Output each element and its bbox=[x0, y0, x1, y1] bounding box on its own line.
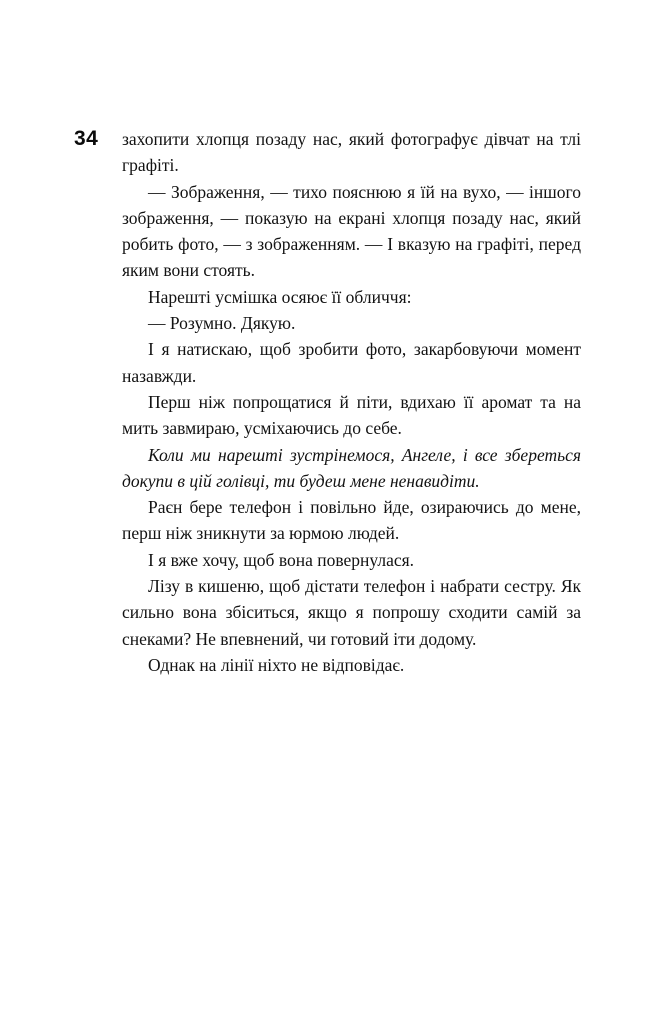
paragraph: захопити хлопця позаду нас, який фотографує дівчат на тлі графіті. bbox=[122, 129, 581, 176]
paragraph: Коли ми нарешті зустрінемося, Ангеле, і все збереться докупи в цій голівці, ти будеш мене ненавидіти. bbox=[122, 444, 581, 491]
paragraph: Лізу в кишеню, щоб дістати телефон і набрати сестру. Як сильно вона збіситься, якщо я попрошу сходити самій за снеками? Не впевнений, чи готовий іти додому. bbox=[122, 576, 581, 649]
paragraph: Однак на лінії ніхто не відповідає. bbox=[148, 654, 405, 675]
paragraph: — Розумно. Дякую. bbox=[148, 313, 296, 334]
paragraph: — Зображення, — тихо пояснюю я їй на вухо, — іншого зображення, — показую на екрані хлопця позаду нас, який робить фото, — з зображенням. — І вказую на графіті, перед яким вони стоять. bbox=[122, 181, 581, 281]
paragraph: І я вже хочу, щоб вона повернулася. bbox=[148, 549, 415, 570]
paragraph: Нарешті усмішка осяює її обличчя: bbox=[148, 286, 412, 307]
paragraph: І я натискаю, щоб зробити фото, закарбовуючи момент назавжди. bbox=[122, 339, 581, 386]
paragraph: Раєн бере телефон і повільно йде, озираючись до мене, перш ніж зникнути за юрмою людей. bbox=[122, 497, 581, 544]
paragraph: Перш ніж попрощатися й піти, вдихаю її аромат та на мить завмираю, усміхаючись до себе. bbox=[122, 391, 581, 439]
page-number: 34 bbox=[74, 127, 99, 150]
text-block bbox=[122, 126, 581, 678]
